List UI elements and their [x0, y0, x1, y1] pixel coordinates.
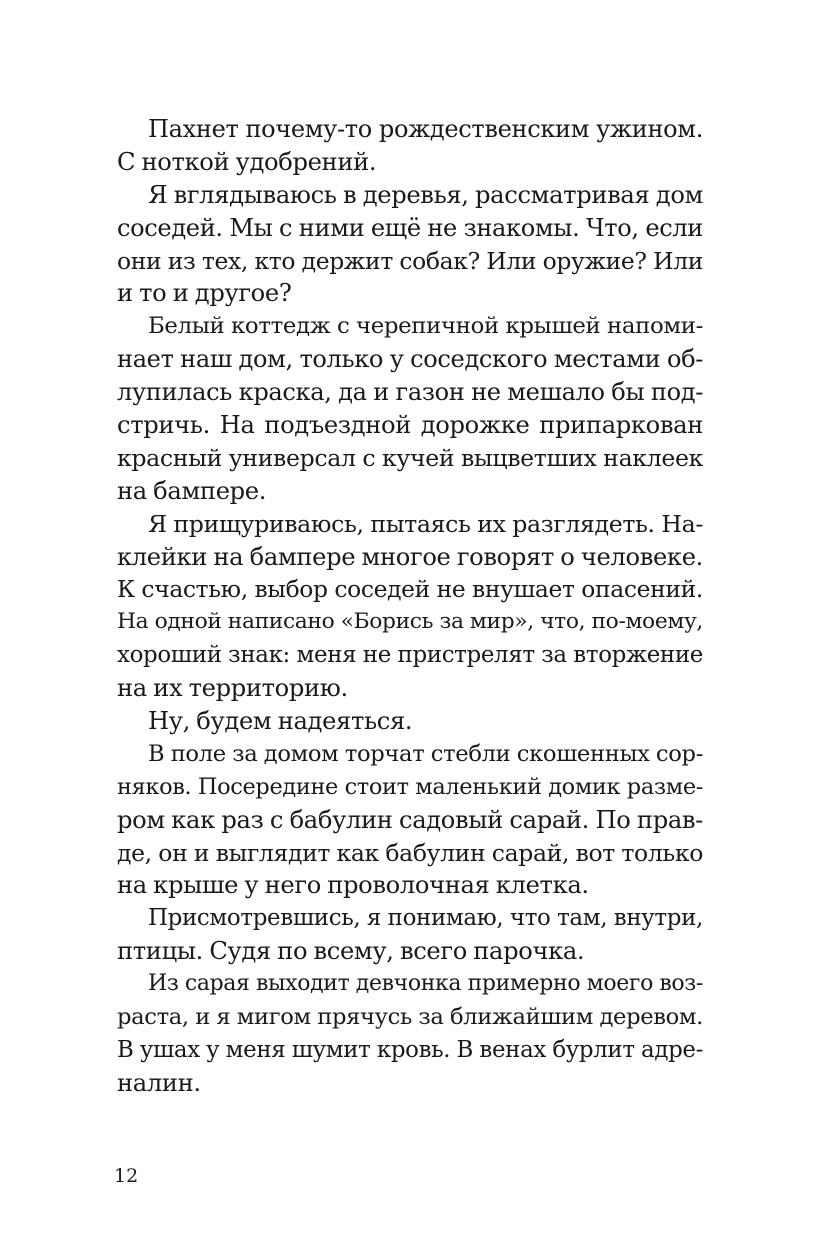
book-page-text [117, 113, 703, 1100]
text-line: налин. [117, 1068, 201, 1097]
text-line: В поле за домом торчат стебли скошенных сор- [148, 740, 703, 767]
text-line: Я вглядываюсь в деревья, рассматривая дом [148, 180, 703, 209]
paragraph [117, 705, 703, 738]
text-line: клейки на бампере многое говорят о человеке. [117, 542, 703, 571]
text-line: Из сарая выходит девчонка примерно моего воз- [148, 971, 703, 997]
paragraph [117, 310, 703, 507]
paragraph [117, 508, 703, 705]
text-line: няков. Посередине стоит маленький домик разме- [117, 773, 703, 800]
text-line: В ушах у меня шумит кровь. В венах бурлит адре- [117, 1036, 703, 1063]
text-line: Ну, будем надеяться. [148, 707, 413, 736]
paragraph [117, 738, 703, 902]
paragraph [117, 179, 703, 311]
text-line: и то и другое? [117, 279, 292, 308]
text-line: де, он и выглядит как бабулин сарай, вот только [117, 838, 703, 867]
text-line: на бампере. [117, 476, 267, 505]
paragraph [117, 968, 703, 1100]
text-line: птицы. Судя по всему, всего парочка. [117, 937, 585, 966]
text-line: красный универсал с кучей выцветших наклеек [117, 443, 703, 472]
text-line: С ноткой удобрений. [117, 147, 377, 176]
paragraph [117, 902, 703, 968]
text-line: На одной написано «Борись за мир», что, по-моему, [117, 609, 703, 635]
text-line: Присмотревшись, я понимаю, что там, внутри, [148, 905, 703, 932]
text-line: соседей. Мы с ними ещё не знакомы. Что, если [117, 213, 703, 242]
text-line: К счастью, выбор соседей не внушает опасений. [117, 575, 703, 604]
text-line: нает наш дом, только у соседского местами об- [117, 345, 703, 374]
text-line: хороший знак: меня не пристрелят за вторжение [117, 642, 703, 669]
text-line: они из тех, кто держит собак? Или оружие? Или [117, 246, 703, 275]
text-line: лупилась краска, да и газон не мешало бы под- [117, 378, 703, 407]
text-line: стричь. На подъездной дорожке припаркован [117, 411, 703, 440]
text-line: ром как раз с бабулин садовый сарай. По прав- [117, 805, 703, 834]
text-line: Пахнет почему-то рождественским ужином. [148, 115, 703, 143]
page-number: 12 [114, 1165, 139, 1187]
text-line: Белый коттедж с черепичной крышей напоми- [148, 313, 703, 340]
paragraph [117, 113, 703, 179]
text-line: на их территорию. [117, 674, 348, 703]
text-line: Я прищуриваюсь, пытаясь их разглядеть. На- [148, 509, 703, 538]
text-line: на крыше у него проволочная клетка. [117, 871, 589, 900]
text-line: раста, и я мигом прячусь за ближайшим деревом. [117, 1004, 703, 1031]
